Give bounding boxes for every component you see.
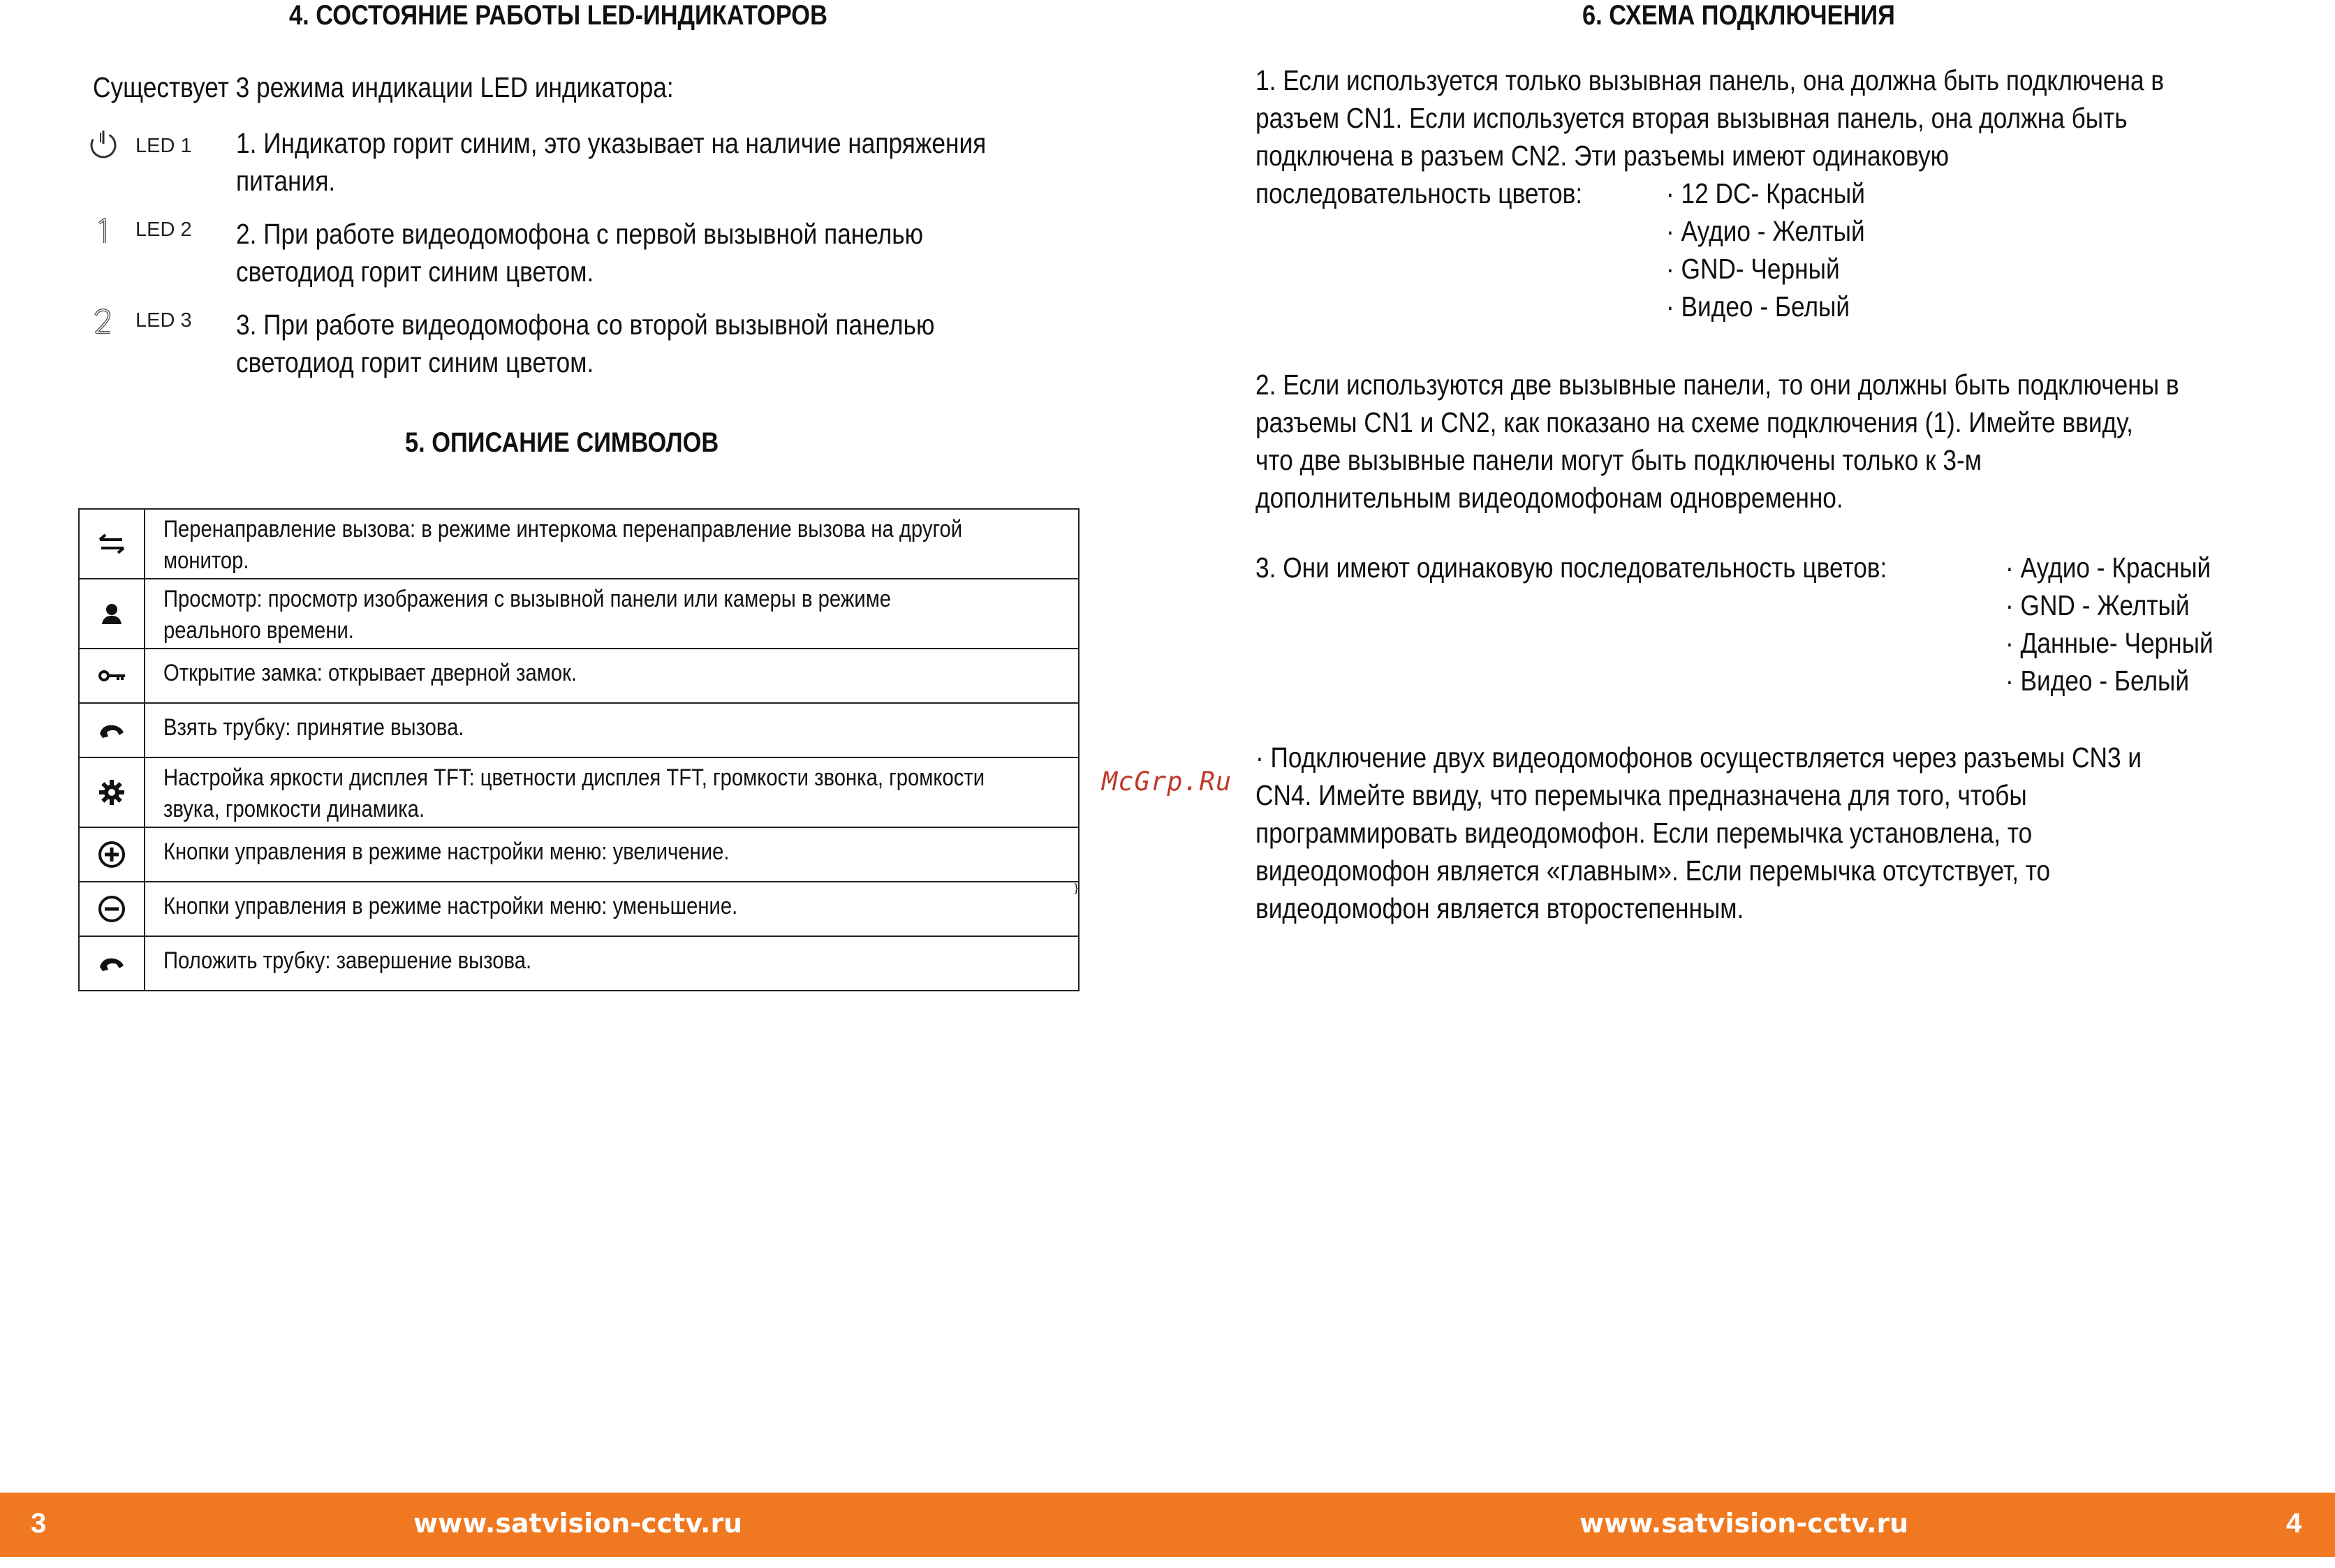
led-3-text-line1: 3. При работе видеодомофона со второй вызывной панелью <box>236 309 935 341</box>
symbol-desc-line1: Просмотр: просмотр изображения с вызывной панели или камеры в режиме <box>163 586 892 612</box>
page-number-right: 4 <box>2286 1508 2302 1539</box>
table-row <box>78 704 1080 758</box>
p2-line4: дополнительным видеодомофонам одновременно. <box>1255 482 1843 514</box>
p1-line2: разъем CN1. Если используется вторая вызывная панель, она должна быть <box>1255 102 2128 134</box>
table-row <box>78 758 1080 828</box>
person-icon <box>80 579 145 648</box>
p2-line3: что две вызывные панели могут быть подключены только к 3-м <box>1255 444 1982 476</box>
symbol-desc-line2: монитор. <box>163 547 249 574</box>
symbol-desc-line1: Открытие замка: открывает дверной замок. <box>163 660 577 686</box>
p3-color-1: · Аудио - Красный <box>2005 552 2211 584</box>
led-3-text-line2: светодиод горит синим цветом. <box>236 346 594 378</box>
table-row <box>78 510 1080 579</box>
table-row <box>78 649 1080 704</box>
p4-line5: видеодомофон является второстепенным. <box>1255 892 1744 924</box>
p4-line1: · Подключение двух видеодомофонов осуществляется через разъемы CN3 и <box>1255 741 2142 774</box>
table-row <box>78 937 1080 991</box>
p2-line2: разъемы CN1 и CN2, как показано на схеме подключения (1). Имейте ввиду, <box>1255 406 2133 438</box>
key-icon <box>80 649 145 702</box>
p1-line3: подключена в разъем CN2. Эти разъемы имеют одинаковую <box>1255 140 1950 172</box>
symbol-desc-line2: реального времени. <box>163 617 354 644</box>
power-icon <box>87 127 120 161</box>
transfer-icon <box>80 510 145 578</box>
symbol-desc-line1: Кнопки управления в режиме настройки меню: увеличение. <box>163 838 730 865</box>
handset-hangup-icon <box>80 937 145 990</box>
handset-pickup-icon <box>80 704 145 757</box>
minus-circle-icon <box>80 882 145 935</box>
digit-2-icon <box>87 306 120 339</box>
gear-icon <box>80 758 145 827</box>
symbols-table <box>78 508 1080 991</box>
section-5-title: 5. ОПИСАНИЕ СИМВОЛОВ <box>405 427 719 458</box>
p1-color-4: · Видео - Белый <box>1666 290 1850 323</box>
p3-text: 3. Они имеют одинаковую последовательность цветов: <box>1255 552 1887 584</box>
symbol-desc-line2: звука, громкости динамика. <box>163 796 425 822</box>
p4-line4: видеодомофон является «главным». Если перемычка отсутствует, то <box>1255 855 2051 887</box>
table-row <box>78 828 1080 882</box>
footer-link-left[interactable]: www.satvision-cctv.ru <box>413 1508 743 1539</box>
symbol-desc-line1: Кнопки управления в режиме настройки меню: уменьшение. <box>163 893 738 919</box>
p4-line3: программировать видеодомофон. Если перемычка установлена, то <box>1255 817 2033 849</box>
led-2-text-line2: светодиод горит синим цветом. <box>236 256 594 288</box>
p3-color-3: · Данные- Черный <box>2005 627 2214 659</box>
led-1-text-line1: 1. Индикатор горит синим, это указывает на наличие напряжения <box>236 127 987 159</box>
p4-line2: CN4. Имейте ввиду, что перемычка предназначена для того, чтобы <box>1255 779 2027 811</box>
symbol-desc-line1: Взять трубку: принятие вызова. <box>163 714 464 741</box>
led-1-text-line2: питания. <box>236 165 336 197</box>
section-4-title: 4. СОСТОЯНИЕ РАБОТЫ LED-ИНДИКАТОРОВ <box>289 0 827 31</box>
section-6-title: 6. СХЕМА ПОДКЛЮЧЕНИЯ <box>1582 0 1895 31</box>
p1-color-1: · 12 DC- Красный <box>1666 177 1865 209</box>
footer-link-right[interactable]: www.satvision-cctv.ru <box>1579 1508 1909 1539</box>
table-row <box>78 579 1080 649</box>
symbol-desc-line1: Настройка яркости дисплея TFT: цветности дисплея TFT, громкости звонка, громкости <box>163 764 985 791</box>
p1-color-3: · GND- Черный <box>1666 253 1840 285</box>
p1-color-2: · Аудио - Желтый <box>1666 215 1865 247</box>
led-1-label: LED 1 <box>135 135 192 157</box>
led-2-text-line1: 2. При работе видеодомофона с первой вызывной панелью <box>236 218 924 250</box>
p3-color-4: · Видео - Белый <box>2005 665 2190 697</box>
p1-line4: последовательность цветов: <box>1255 177 1583 209</box>
page-number-left: 3 <box>31 1508 47 1539</box>
led-intro: Существует 3 режима индикации LED индикатора: <box>93 71 674 103</box>
p1-line1: 1. Если используется только вызывная панель, она должна быть подключена в <box>1255 64 2165 96</box>
p3-color-2: · GND - Желтый <box>2005 589 2190 621</box>
led-3-label: LED 3 <box>135 309 192 332</box>
plus-circle-icon <box>80 828 145 881</box>
footer-bar <box>0 1493 2335 1557</box>
symbol-desc-line1: Перенаправление вызова: в режиме интеркома перенаправление вызова на другой <box>163 516 963 542</box>
digit-1-icon <box>87 215 120 249</box>
led-2-label: LED 2 <box>135 219 192 241</box>
symbol-desc-line1: Положить трубку: завершение вызова. <box>163 947 532 974</box>
table-row: Кнопки управления в режиме настройки меню: уменьшение. } <box>78 882 1080 937</box>
watermark: McGrp.Ru <box>1102 767 1232 797</box>
p2-line1: 2. Если используются две вызывные панели, то они должны быть подключены в <box>1255 369 2179 401</box>
